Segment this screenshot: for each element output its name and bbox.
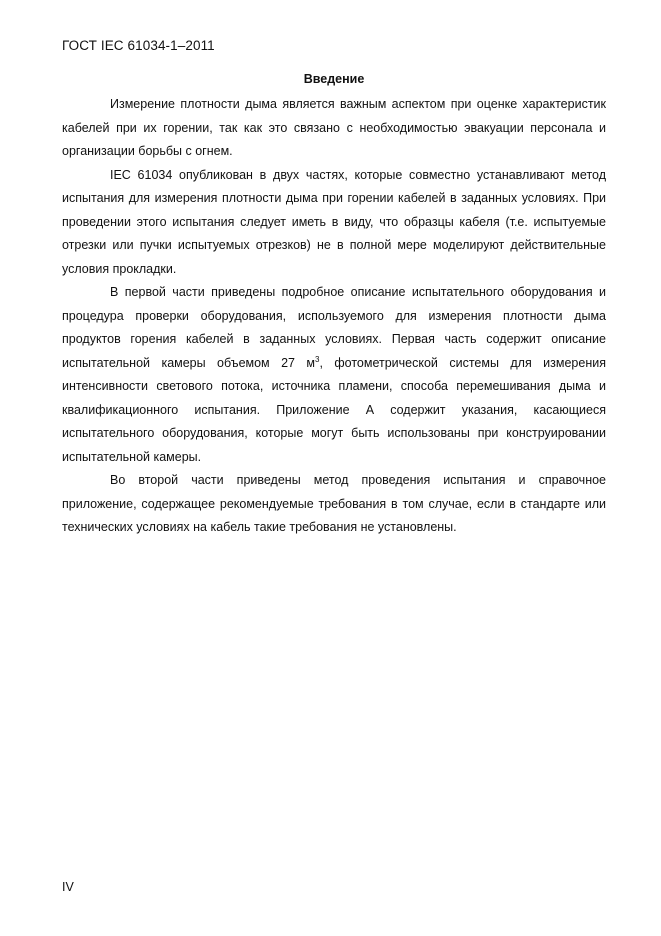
paragraph-2: IEC 61034 опубликован в двух частях, которые совместно устанавливают метод испытания для измерения плотности дыма при горении кабелей в заданных условиях. При проведении этого испытания следует иметь в виду, что образцы кабеля (т.е. испытуемые отрезки или пучки испытуемых отрезков) не в полной мере моделируют действительные условия прокладки. (62, 167, 606, 276)
page-number: IV (62, 880, 74, 894)
paragraph-3 (62, 281, 606, 469)
paragraph-1: Измерение плотности дыма является важным аспектом при оценке характеристик кабелей при их горении, так как это связано с необходимостью эвакуации персонала и организации борьбы с огнем. (62, 97, 606, 158)
paragraph-4: Во второй части приведены метод проведения испытания и справочное приложение, содержащее рекомендуемые требования в том случае, если в стандарте или технических условиях на кабель такие требования не установлены. (62, 473, 606, 534)
superscript-cubic: 3 (315, 354, 320, 364)
page-content (62, 72, 606, 540)
paragraph-3-text-start: В первой части приведены подробное описание испытательного оборудования и процедура проверки оборудования, используемого для измерения плотности дыма продуктов горения кабелей в заданных условиях. Первая часть содержит описание испытательной камеры объемом 27 м (62, 285, 606, 370)
paragraph-3-text-end: , фотометрической системы для измерения интенсивности светового потока, источника пламени, способа перемешивания дыма и квалификационного испытания. Приложение А содержит указания, касающиеся испытательного оборудования, которые могут быть использованы при конструировании испытательной камеры. (62, 355, 606, 464)
document-code-header: ГОСТ IEC 61034-1–2011 (62, 38, 215, 53)
section-title: Введение (303, 72, 365, 86)
